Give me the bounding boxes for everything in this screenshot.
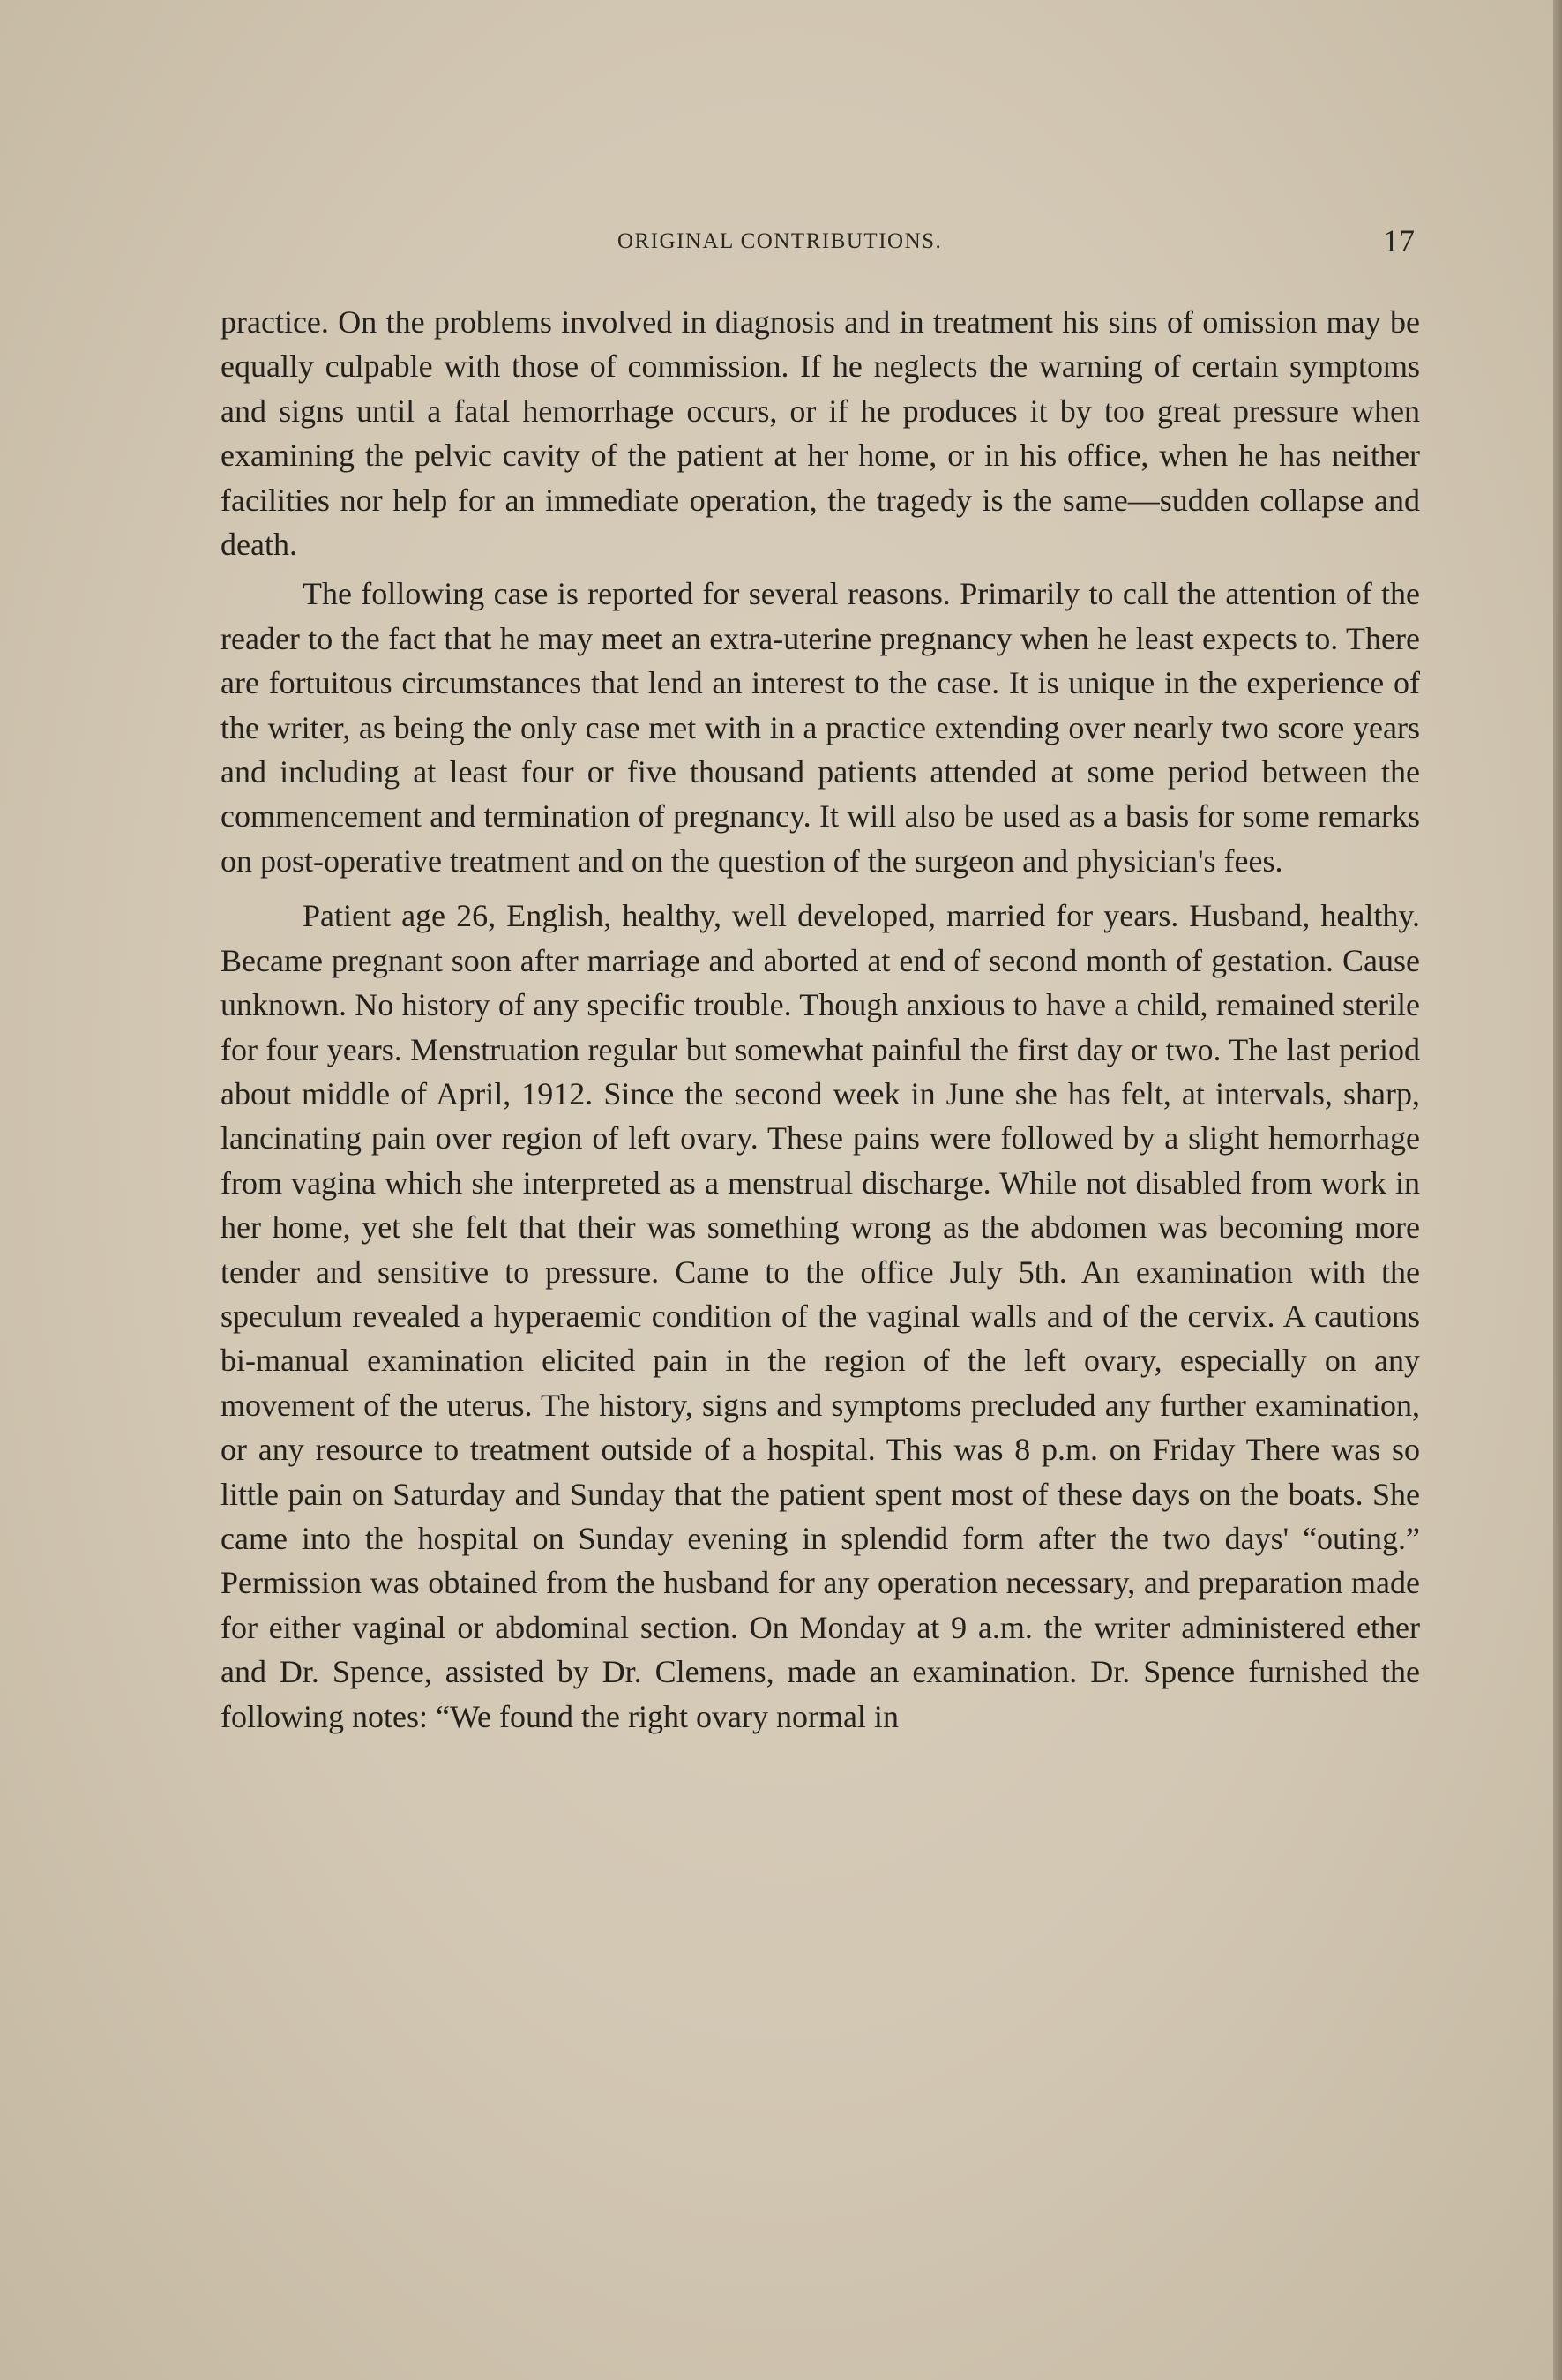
body-text	[220, 300, 1420, 1739]
paragraph-continuation: practice. On the problems involved in diagnosis and in treatment his sins of omission may be equally culpable with those of commission. If he neglects the warning of certain symptoms and signs until a fatal hemorrhage occurs, or if he produces it by too great pressure when examining the pelvic cavity of the patient at her home, or in his office, when he has neither facilities nor help for an immediate operation, the tragedy is the same—sudden collapse and death.	[220, 304, 1420, 563]
page-number: 17	[1383, 223, 1415, 258]
paragraph-case-reasons: The following case is reported for several reasons. Primarily to call the attention of the reader to the fact that he may meet an extra-uterine pregnancy when he least expects to. There are fortuitous circumstances that lend an interest to the case. It is unique in the experience of the writer, as being the only case met with in a practice extending over nearly two score years and including at least four or five thousand patients attended at some period between the commencement and termination of pregnancy. It will also be used as a basis for some remarks on post-operative treatment and on the question of the surgeon and physician's fees.	[220, 576, 1420, 879]
page-header	[0, 222, 1562, 266]
paragraph-patient-history: Patient age 26, English, healthy, well developed, married for years. Husband, healthy. Became pregnant soon after marriage and aborted at end of second month of gestation. Cause unknown. No history of any specific trouble. Though anxious to have a child, remained sterile for four years. Menstruation regular but somewhat painful the first day or two. The last period about middle of April, 1912. Since the second week in June she has felt, at intervals, sharp, lancinating pain over region of left ovary. These pains were followed by a slight hemorrhage from vagina which she interpreted as a menstrual discharge. While not disabled from work in her home, yet she felt that their was something wrong as the abdomen was becoming more tender and sensitive to pressure. Came to the office July 5th. An examination with the speculum revealed a hyperaemic condition of the vaginal walls and of the cervix. A cautions bi-manual examination elicited pain in the region of the left ovary, especially on any movement of the uterus. The history, signs and symptoms precluded any further examination, or any resource to treatment outside of a hospital. This was 8 p.m. on Friday There was so little pain on Saturday and Sunday that the patient spent most of these days on the boats. She came into the hospital on Sunday evening in splendid form after the two days' “outing.” Permission was obtained from the husband for any operation necessary, and preparation made for either vaginal or abdominal section. On Monday at 9 a.m. the writer administered ether and Dr. Spence, assisted by Dr. Clemens, made an examination. Dr. Spence furnished the following notes: “We found the right ovary normal in	[220, 898, 1420, 1734]
page-edge-shadow	[1553, 0, 1562, 2380]
running-head: ORIGINAL CONTRIBUTIONS.	[617, 229, 943, 253]
